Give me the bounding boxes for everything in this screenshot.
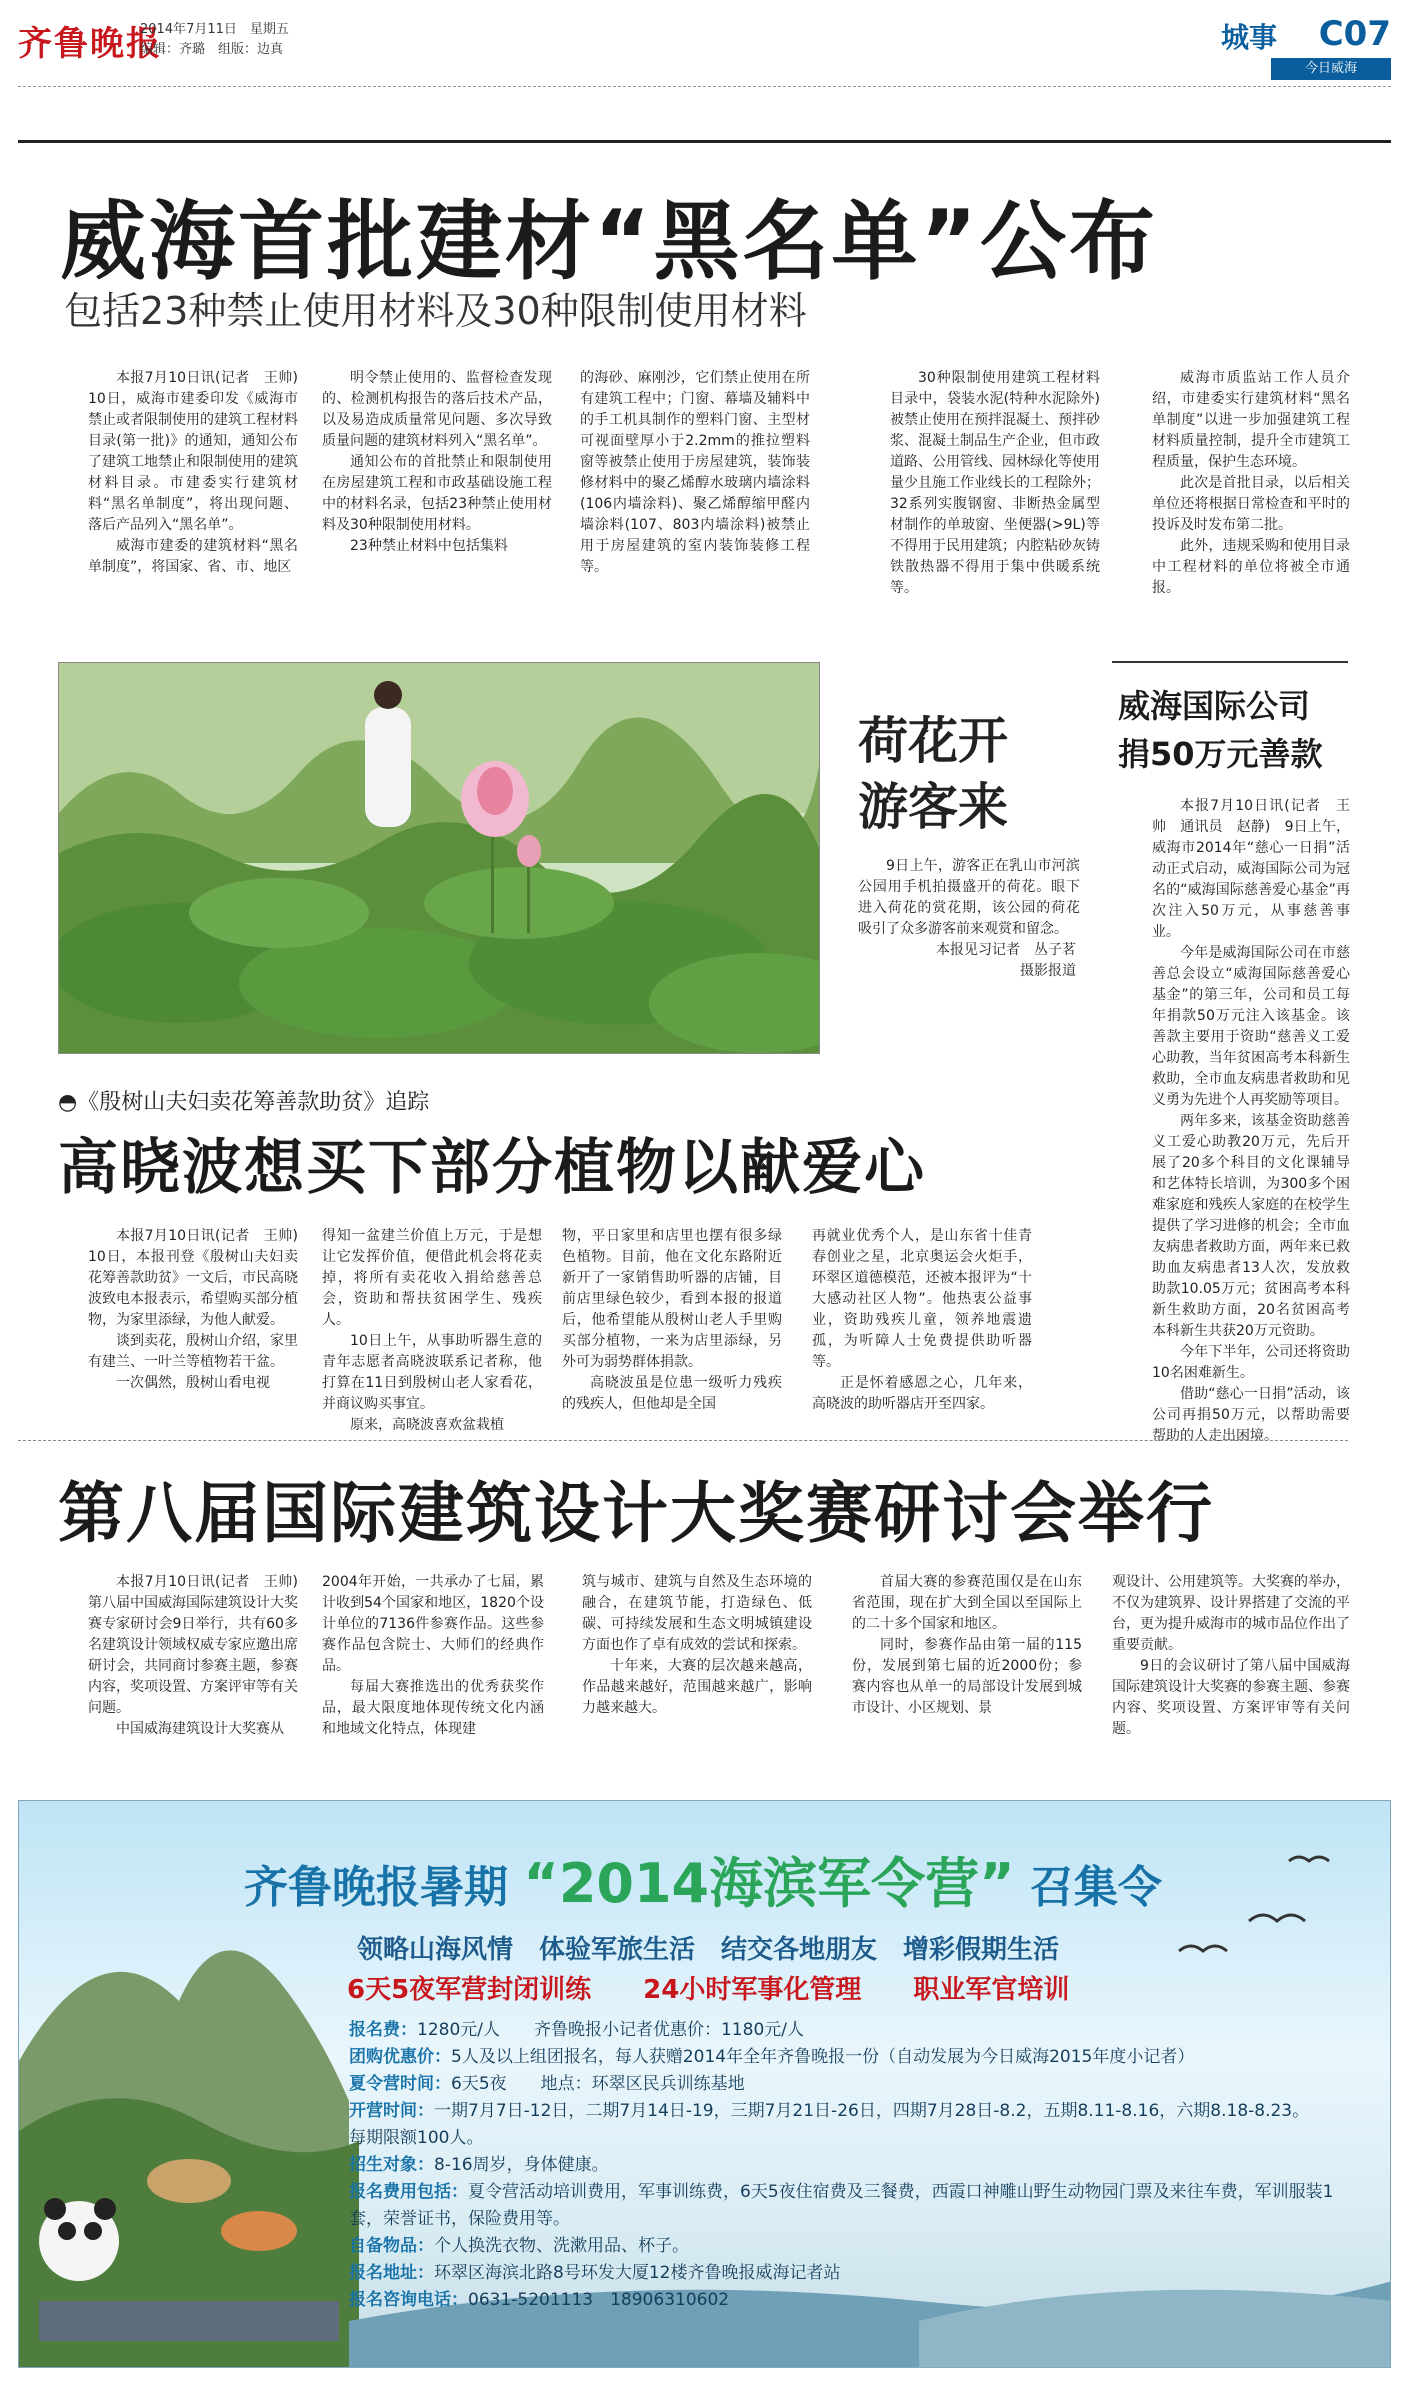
- ad-info-row: 报名咨询电话：0631-5201113 18906310602: [349, 2290, 730, 2310]
- ad-info-row: 报名费：1280元/人 齐鲁晚报小记者优惠价：1180元/人: [349, 2020, 804, 2040]
- article1-column-1: 本报7月10日讯(记者 王帅) 10日，威海市建委印发《威海市禁止或者限制使用的建筑工程材料目录(第一批)》的通知，通知公布了建筑工地禁止和限制使用的建筑材料目录。市建委实行建筑材料“黑名单制度”，将出现问题、落后产品列入“黑名单”。 威海市建委的建筑材料“黑名单制度”，将国家、省、市、地区: [88, 370, 312, 575]
- ad-info-list: [349, 2017, 1359, 2314]
- section-sub-label: 今日威海: [1271, 58, 1391, 80]
- lotus-photo-illustration: [59, 663, 820, 1054]
- ad-info-row: 每期限额100人。: [349, 2128, 484, 2148]
- ad-slogan: 领略山海风情 体验军旅生活 结交各地朋友 增彩假期生活: [357, 1935, 1060, 1965]
- article3-column-1: 本报7月10日讯(记者 王帅) 第八届中国威海国际建筑设计大奖赛专家研讨会9日举行，共有60多名建筑设计领域权威专家应邀出席研讨会，共同商讨参赛主题，参赛内容，奖项设置、方案评审等有关问题。 中国威海建筑设计大奖赛从: [88, 1574, 312, 1737]
- article2-column-4: 再就业优秀个人，是山东省十佳青春创业之星，北京奥运会火炬手，环翠区道德模范，还被本报评为“十大感动社区人物”。他热衷公益事业，资助残疾儿童，领养地震遗孤，为听障人士免费提供助听器等。 正是怀着感恩之心，几年来，高晓波的助听器店开至四家。: [812, 1228, 1032, 1412]
- article2-kicker: ◓《殷树山夫妇卖花筹善款助贫》追踪: [58, 1090, 430, 1115]
- article1-headline: 威海首批建材“黑名单”公布: [60, 192, 1159, 292]
- article2-column-1: 本报7月10日讯(记者 王帅) 10日，本报刊登《殷树山夫妇卖花筹善款助贫》一文后，市民高晓波致电本报表示，希望购买部分植物，为家里添绿，为他人献爱。 谈到卖花，殷树山介绍，家里有建兰、一叶兰等植物若干盆。 一次偶然，殷树山看电视: [88, 1228, 312, 1391]
- photo-story-title: 荷花开 游客来: [858, 712, 1008, 836]
- header-divider: [18, 86, 1391, 87]
- ad-info-row: 团购优惠价：5人及以上组团报名，每人获赠2014年全年齐鲁晚报一份（自动发展为今日威海2015年度小记者）: [349, 2047, 1195, 2067]
- article2-column-3: 物，平日家里和店里也摆有很多绿色植物。目前，他在文化东路附近新开了一家销售助听器的店铺，目前店里绿色较少，看到本报的报道后，他希望能从殷树山老人手里购买部分植物，一来为店里添绿，另外可为弱势群体捐款。 高晓波虽是位患一级听力残疾的残疾人，但他却是全国: [562, 1228, 782, 1412]
- ad-info-row: 夏令营时间：6天5夜 地点：环翠区民兵训练基地: [349, 2074, 745, 2094]
- article1-column-4: 30种限制使用建筑工程材料目录中，袋装水泥(特种水泥除外)被禁止使用在预拌混凝土、预拌砂浆、混凝土制品生产企业，但市政道路、公用管线、园林绿化等使用量少且施工作业线长的工程除外；32系列实腹钢窗、非断热金属型材制作的单玻窗、坐便器(>9L)等不得用于民用建筑；内腔粘砂灰铸铁散热器不得用于集中供暖系统等。: [890, 370, 1100, 596]
- photo-credit: 本报见习记者 丛子茗: [936, 942, 1076, 958]
- article3-rule: [18, 1440, 1348, 1441]
- editor-credit: 编辑：齐璐 组版：边真: [140, 42, 284, 57]
- kicker-bullet-icon: ◓: [58, 1090, 78, 1115]
- ad-highlights: 6天5夜军营封闭训练 24小时军事化管理 职业军官培训: [347, 1975, 1070, 2005]
- article2-headline: 高晓波想买下部分植物以献爱心: [58, 1133, 926, 1203]
- article1-column-2: 明令禁止使用的、监督检查发现的、检测机构报告的落后技术产品，以及易造成质量常见问题、多次导致质量问题的建筑材料列入“黑名单”。 通知公布的首批禁止和限制使用在房屋建筑工程和市政基础设施工程中的材料名录，包括23种禁止使用材料及30种限制使用材料。 23种禁止材料中包括集料: [322, 370, 552, 554]
- side-article-body: 本报7月10日讯(记者 王帅 通讯员 赵静) 9日上午，威海市2014年“慈心一日捐”活动正式启动，威海国际公司为冠名的“威海国际慈善爱心基金”再次注入50万元，从事慈善事业。 今年是威海国际公司在市慈善总会设立“威海国际慈善爱心基金”的第三年，公司和员工每年捐款50万元注入该基金。该善款主要用于资助“慈善义工爱心助教，当年贫困高考本科新生救助，全市血友病患者救助和见义勇为先进个人再奖励等项目。 两年多来，该基金资助慈善义工爱心助教20万元，先后开展了20多个科目的文化课辅导和艺体特长培训，为300多个困难家庭和残疾人家庭的在校学生提供了学习进修的机会；全市血友病患者救助方面，两年来已救助血友病患者13人次，发放救助款10.05万元；贫困高考本科新生救助方面，20名贫困高考本科新生共获20万元资助。 今年下半年，公司还将资助10名困难新生。 借助“慈心一日捐”活动，该公司再捐50万元，以帮助需要帮助的人走出困境。: [1152, 798, 1350, 1444]
- masthead-logo: 齐鲁晚报: [18, 24, 162, 64]
- article3-column-3: 筑与城市、建筑与自然及生态环境的融合，在建筑节能，打造绿色、低碳、可持续发展和生态文明城镇建设方面也作了卓有成效的尝试和探索。 十年来，大赛的层次越来越高，作品越来越好，范围越来越广，影响力越来越大。: [582, 1574, 812, 1716]
- photo-caption: 9日上午，游客正在乳山市河滨公园用手机拍摄盛开的荷花。眼下进入荷花的赏花期，该公园的荷花吸引了众多游客前来观赏和留念。 本报见习记者 丛子茗 摄影报道: [858, 858, 1080, 979]
- issue-date: 2014年7月11日 星期五: [140, 22, 289, 37]
- section-header: [1221, 14, 1391, 76]
- ad-info-row: 自备物品：个人换洗衣物、洗漱用品、杯子。: [349, 2236, 689, 2256]
- side-article-headline: 威海国际公司 捐50万元善款: [1118, 687, 1323, 773]
- article2-column-2: 得知一盆建兰价值上万元，于是想让它发挥价值，便借此机会将花卖掉，将所有卖花收入捐给慈善总会，资助和帮扶贫困学生、残疾人。 10日上午，从事助听器生意的青年志愿者高晓波联系记者称，他打算在11日到殷树山老人家看花，并商议购买事宜。 原来，高晓波喜欢盆栽植: [322, 1228, 542, 1433]
- article3-column-5: 观设计、公用建筑等。大奖赛的举办，不仅为建筑界、设计界搭建了交流的平台，更为提升威海市的城市品位作出了重要贡献。 9日的会议研讨了第八届中国威海国际建筑设计大奖赛的参赛主题、参赛内容、奖项设置、方案评审等有关问题。: [1112, 1574, 1350, 1737]
- side-article-rule: [1112, 661, 1348, 663]
- ad-info-row: 报名费用包括：夏令营活动培训费用，军事训练费，6天5夜住宿费及三餐费，西霞口神雕山野生动物园门票及来往车费，军训服装1套，荣誉证书，保险费用等。: [349, 2182, 1334, 2229]
- ad-title: 齐鲁晚报暑期 “2014海滨军令营” 召集令: [244, 1852, 1162, 1915]
- article1-column-3: 的海砂、麻刚沙，它们禁止使用在所有建筑工程中；门窗、幕墙及辅料中的手工机具制作的塑料门窗、主型材可视面壁厚小于2.2mm的推拉塑料窗等被禁止使用于房屋建筑，装饰装修材料中的聚乙烯醇水玻璃内墙涂料(106内墙涂料)、聚乙烯醇缩甲醛内墙涂料(107、803内墙涂料)被禁止用于房屋建筑的室内装饰装修工程等。: [580, 370, 810, 575]
- header-rule: [18, 140, 1391, 143]
- article3-column-4: 首届大赛的参赛范围仅是在山东省范围，现在扩大到全国以至国际上的二十多个国家和地区。 同时，参赛作品由第一届的115份，发展到第七届的近2000份；参赛内容也从单一的局部设计发展到城市设计、小区规划、景: [852, 1574, 1082, 1716]
- article3-column-2: 2004年开始，一共承办了七届，累计收到54个国家和地区，1820个设计单位的7136件参赛作品。这些参赛作品包含院士、大师们的经典作品。 每届大赛推选出的优秀获奖作品，最大限度地体现传统文化内涵和地域文化特点，体现建: [322, 1574, 544, 1737]
- article3-headline: 第八届国际建筑设计大奖赛研讨会举行: [58, 1475, 1214, 1552]
- section-name: 城事: [1221, 21, 1278, 54]
- article1-column-5: 威海市质监站工作人员介绍，市建委实行建筑材料“黑名单制度”以进一步加强建筑工程材料质量控制，提升全市建筑工程质量，保护生态环境。 此次是首批目录，以后相关单位还将根据日常检查和平时的投诉及时发布第二批。 此外，违规采购和使用目录中工程材料的单位将被全市通报。: [1152, 370, 1350, 596]
- ad-info-row: 开营时间：一期7月7日-12日，二期7月14日-19，三期7月21日-26日，四期7月28日-8.2，五期8.11-8.16，六期8.18-8.23。: [349, 2101, 1310, 2121]
- article1-subhead: 包括23种禁止使用材料及30种限制使用材料: [64, 289, 807, 333]
- ad-info-row: 报名地址：环翠区海滨北路8号环发大厦12楼齐鲁晚报威海记者站: [349, 2263, 841, 2283]
- summer-camp-ad: [18, 1800, 1391, 2368]
- page-code: C07: [1318, 14, 1391, 54]
- ad-info-row: 招生对象：8-16周岁，身体健康。: [349, 2155, 609, 2175]
- lotus-photo: [58, 662, 820, 1054]
